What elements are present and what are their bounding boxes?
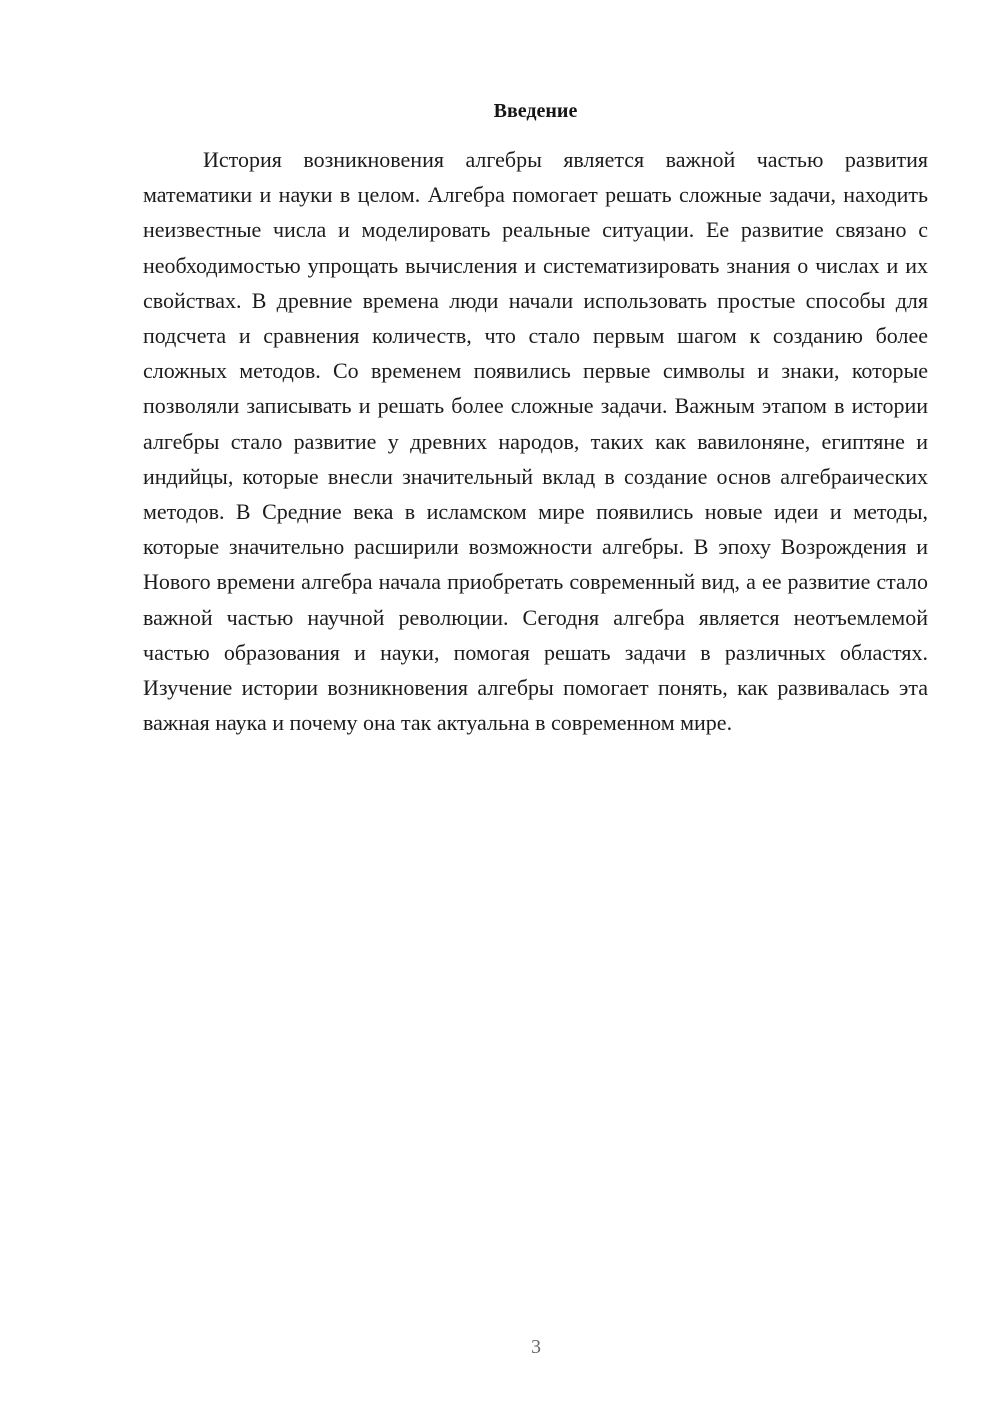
section-heading: Введение [493, 100, 578, 122]
page-number: 3 [531, 1336, 541, 1358]
body-paragraph: История возникновения алгебры является важной частью развития математики и науки в целом. Алгебра помогает решать сложные задачи, находить неизвестные числа и моделировать реальные ситуации. Ее развитие связано с необходимостью упрощать вычисления и систематизировать знания о числах и их свойствах. В древние времена люди начали использовать простые способы для подсчета и сравнения количеств, что стало первым шагом к созданию более сложных методов. Со временем появились первые символы и знаки, которые позволяли записывать и решать более сложные задачи. Важным этапом в истории алгебры стало развитие у древних народов, таких как вавилоняне, египтяне и индийцы, которые внесли значительный вклад в создание основ алгебраических методов. В Средние века в исламском мире появились новые идеи и методы, которые значительно расширили возможности алгебры. В эпоху Возрождения и Нового времени алгебра начала приобретать современный вид, а ее развитие стало важной частью научной революции. Сегодня алгебра является неотъемлемой частью образования и науки, помогая решать задачи в различных областях. Изучение истории возникновения алгебры помогает понять, как развивалась эта важная наука и почему она так актуальна в современном мире. [143, 147, 928, 736]
